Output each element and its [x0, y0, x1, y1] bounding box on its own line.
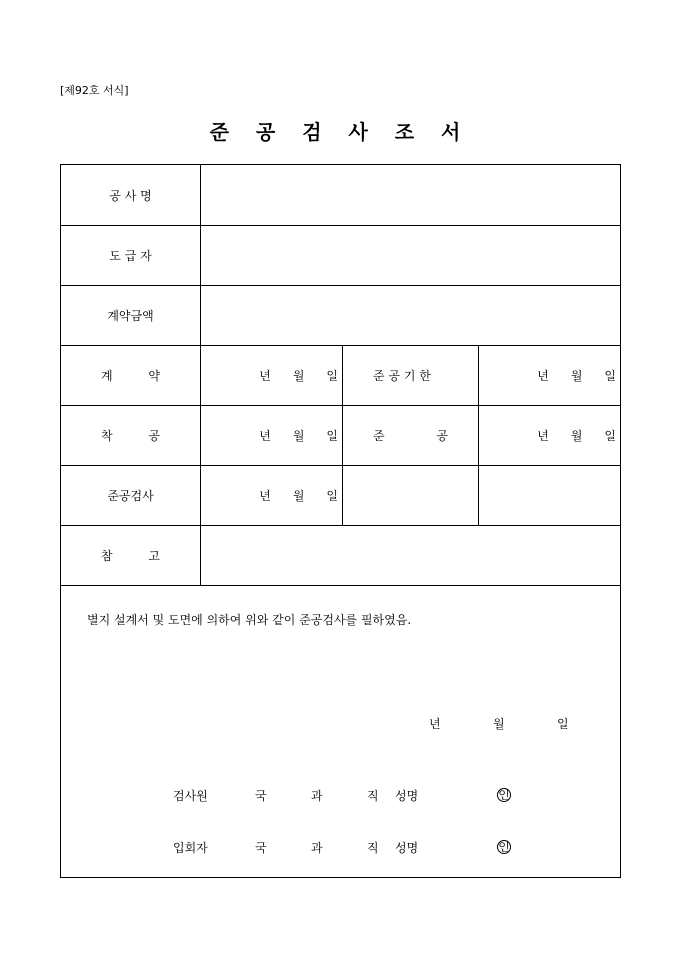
contract-day-unit: 일	[326, 368, 338, 383]
deadline-day-unit: 일	[604, 368, 616, 383]
inspector-ministry: 국	[255, 789, 267, 803]
remarks-label	[61, 525, 201, 585]
start-label-left: 착	[101, 428, 113, 443]
start-date-field[interactable]	[201, 405, 343, 465]
contract-date-field[interactable]	[201, 345, 343, 405]
row-start	[61, 405, 620, 466]
contract-label	[61, 345, 201, 405]
footer-month-unit: 월	[493, 717, 505, 731]
contract-month-unit: 월	[292, 368, 305, 383]
contract-year-unit: 년	[259, 368, 271, 383]
deadline-label: 준 공 기 한	[343, 345, 479, 405]
inspector-seal-icon[interactable]: 인	[498, 788, 510, 802]
witness-name-label: 성명	[395, 841, 419, 855]
inspection-month-unit: 월	[292, 488, 305, 503]
footer-year-unit: 년	[429, 717, 441, 731]
inspection-date-field[interactable]	[201, 465, 343, 525]
start-year-unit: 년	[259, 428, 271, 443]
start-day-unit: 일	[326, 428, 338, 443]
remarks-label-left: 참	[101, 548, 113, 563]
completion-year-unit: 년	[537, 428, 549, 443]
project-name-field[interactable]	[201, 165, 620, 225]
contract-amount-field[interactable]	[201, 285, 620, 345]
remarks-label-right: 고	[148, 548, 160, 563]
row-remarks	[61, 525, 620, 586]
contractor-field[interactable]	[201, 225, 620, 285]
inspection-form	[60, 164, 621, 878]
row-contract-amount	[61, 285, 620, 346]
witness-seal-icon[interactable]: 인	[498, 840, 510, 854]
completion-day-unit: 일	[604, 428, 616, 443]
remarks-field[interactable]	[201, 525, 620, 585]
completion-label-right: 공	[436, 428, 448, 443]
contract-amount-label: 계약금액	[61, 285, 201, 345]
completion-label	[343, 405, 479, 465]
inspector-division: 과	[311, 789, 323, 803]
inspector-rank: 직	[367, 789, 379, 803]
witness-ministry: 국	[255, 841, 267, 855]
row-contractor	[61, 225, 620, 286]
start-label	[61, 405, 201, 465]
witness-rank: 직	[367, 841, 379, 855]
document-title: 준 공 검 사 조 서	[209, 120, 471, 144]
deadline-month-unit: 월	[570, 368, 583, 383]
form-number: [제92호 서식]	[60, 84, 129, 97]
inspection-extra-field-1[interactable]	[343, 465, 479, 525]
inspection-day-unit: 일	[326, 488, 338, 503]
row-project-name	[61, 165, 620, 226]
footer-day-unit: 일	[557, 717, 569, 731]
completion-month-unit: 월	[570, 428, 583, 443]
witness-role: 입회자	[173, 841, 208, 855]
inspection-year-unit: 년	[259, 488, 271, 503]
start-month-unit: 월	[292, 428, 305, 443]
witness-division: 과	[311, 841, 323, 855]
contract-label-left: 계	[101, 368, 113, 383]
completion-date-field[interactable]	[479, 405, 620, 465]
start-label-right: 공	[148, 428, 160, 443]
row-contract	[61, 345, 620, 406]
row-inspection	[61, 465, 620, 526]
deadline-date-field[interactable]	[479, 345, 620, 405]
inspector-name-label: 성명	[395, 789, 419, 803]
inspection-extra-field-2[interactable]	[479, 465, 620, 525]
contractor-label: 도 급 자	[61, 225, 201, 285]
completion-label-left: 준	[373, 428, 385, 443]
form-footer	[61, 585, 620, 877]
inspector-role: 검사원	[173, 789, 208, 803]
contract-label-right: 약	[148, 368, 160, 383]
deadline-year-unit: 년	[537, 368, 549, 383]
inspection-label: 준공검사	[61, 465, 201, 525]
certification-statement: 별지 설계서 및 도면에 의하여 위와 같이 준공검사를 필하였음.	[87, 613, 412, 627]
project-name-label: 공 사 명	[61, 165, 201, 225]
